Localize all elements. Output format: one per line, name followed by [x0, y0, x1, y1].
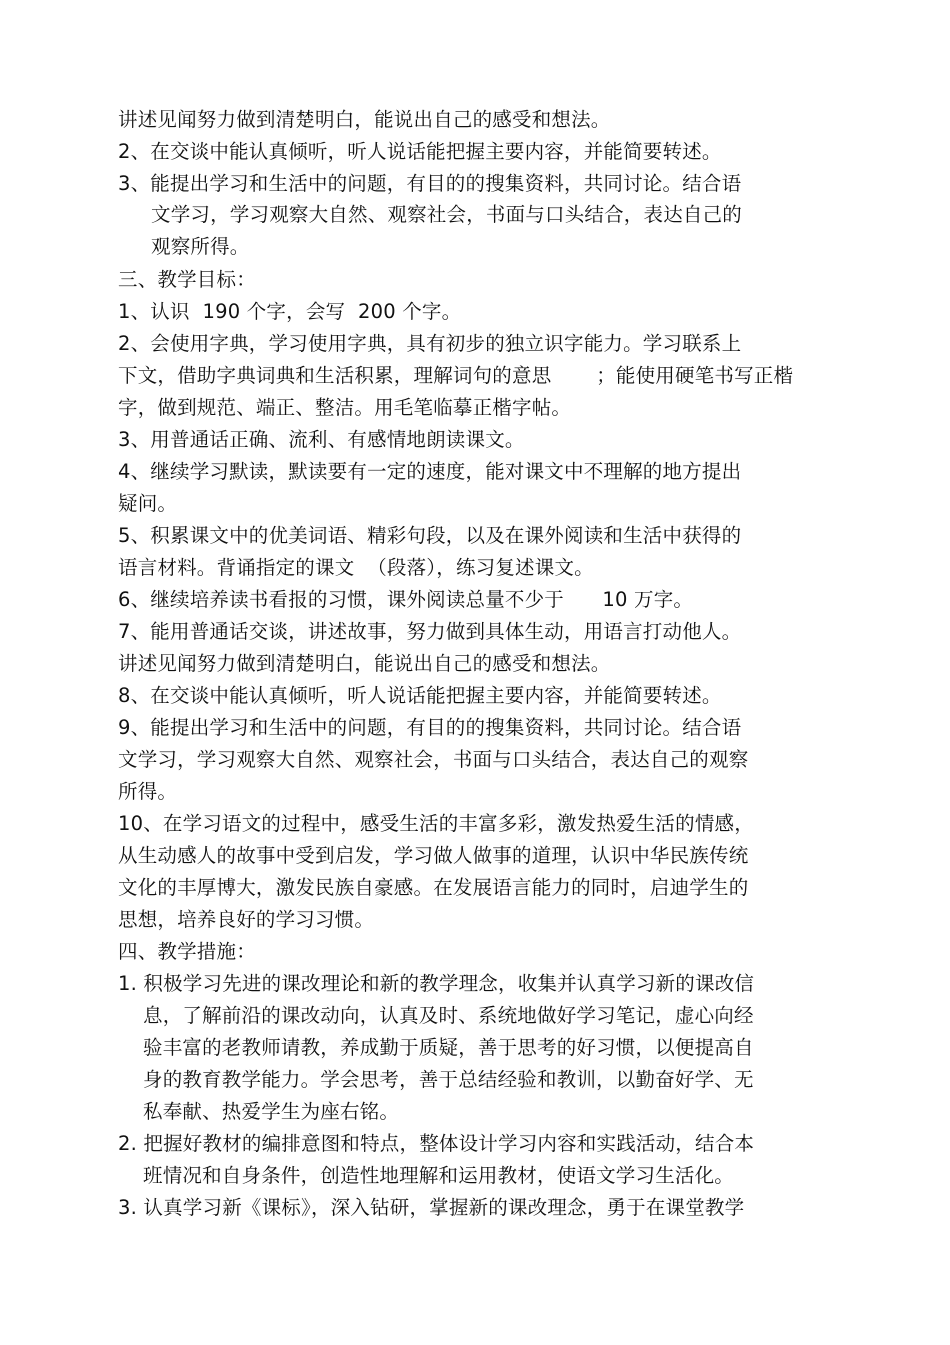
text-line: 班情况和自身条件，创造性地理解和运用教材，使语文学习生活化。 [143, 1164, 735, 1187]
text-line: 5、积累课文中的优美词语、精彩句段，以及在课外阅读和生活中获得的 [118, 524, 742, 547]
section-heading: 三、教学目标： [118, 268, 256, 291]
text-line: 3、能提出学习和生活中的问题，有目的的搜集资料，共同讨论。结合语 [118, 172, 742, 195]
text-line: 8、在交谈中能认真倾听，听人说话能把握主要内容，并能简要转述。 [118, 684, 722, 707]
text-line: 文学习，学习观察大自然、观察社会，书面与口头结合，表达自己的观察 [118, 748, 749, 771]
text-line: 思想，培养良好的学习习惯。 [118, 908, 375, 931]
text-line: 息，了解前沿的课改动向，认真及时、系统地做好学习笔记，虚心向经 [143, 1004, 754, 1027]
text-line: 4、继续学习默读，默读要有一定的速度，能对课文中不理解的地方提出 [118, 460, 742, 483]
text-line: 验丰富的老教师请教，养成勤于质疑，善于思考的好习惯，以便提高自 [143, 1036, 754, 1059]
text-line: 1. 积极学习先进的课改理论和新的教学理念，收集并认真学习新的课改信 [118, 972, 755, 995]
text-line: 6、继续培养读书看报的习惯，课外阅读总量不少于 10 万字。 [118, 588, 694, 611]
text-line: 2. 把握好教材的编排意图和特点，整体设计学习内容和实践活动，结合本 [118, 1132, 755, 1155]
text-line: 文化的丰厚博大，激发民族自豪感。在发展语言能力的同时，启迪学生的 [118, 876, 749, 899]
text-line: 7、能用普通话交谈，讲述故事，努力做到具体生动，用语言打动他人。 [118, 620, 742, 643]
section-heading: 四、教学措施： [118, 940, 256, 963]
text-line: 2、会使用字典，学习使用字典，具有初步的独立识字能力。学习联系上 [118, 332, 742, 355]
text-line: 1、认识 190 个字，会写 200 个字。 [118, 300, 462, 323]
text-line: 2、在交谈中能认真倾听，听人说话能把握主要内容，并能简要转述。 [118, 140, 722, 163]
text-line: 私奉献、热爱学生为座右铭。 [143, 1100, 400, 1123]
text-line: 观察所得。 [151, 235, 250, 258]
text-line: 身的教育教学能力。学会思考，善于总结经验和教训，以勤奋好学、无 [143, 1068, 754, 1091]
text-line: 3. 认真学习新《课标》，深入钻研，掌握新的课改理念，勇于在课堂教学 [118, 1196, 745, 1219]
text-line: 字，做到规范、端正、整洁。用毛笔临摹正楷字帖。 [118, 396, 572, 419]
text-line: 10、在学习语文的过程中，感受生活的丰富多彩，激发热爱生活的情感， [118, 812, 754, 835]
text-line: 3、用普通话正确、流利、有感情地朗读课文。 [118, 428, 525, 451]
text-line: 9、能提出学习和生活中的问题，有目的的搜集资料，共同讨论。结合语 [118, 716, 742, 739]
text-line: 讲述见闻努力做到清楚明白，能说出自己的感受和想法。 [118, 652, 611, 675]
text-line: 文学习，学习观察大自然、观察社会，书面与口头结合，表达自己的 [151, 203, 743, 226]
text-line: 下文，借助字典词典和生活积累，理解词句的意思 ；能使用硬笔书写正楷 [118, 364, 794, 387]
text-line: 疑问。 [118, 492, 178, 515]
text-line: 从生动感人的故事中受到启发，学习做人做事的道理，认识中华民族传统 [118, 844, 749, 867]
text-line: 所得。 [118, 780, 178, 803]
text-line: 语言材料。背诵指定的课文 （段落），练习复述课文。 [118, 556, 594, 579]
text-line: 讲述见闻努力做到清楚明白，能说出自己的感受和想法。 [118, 108, 611, 131]
